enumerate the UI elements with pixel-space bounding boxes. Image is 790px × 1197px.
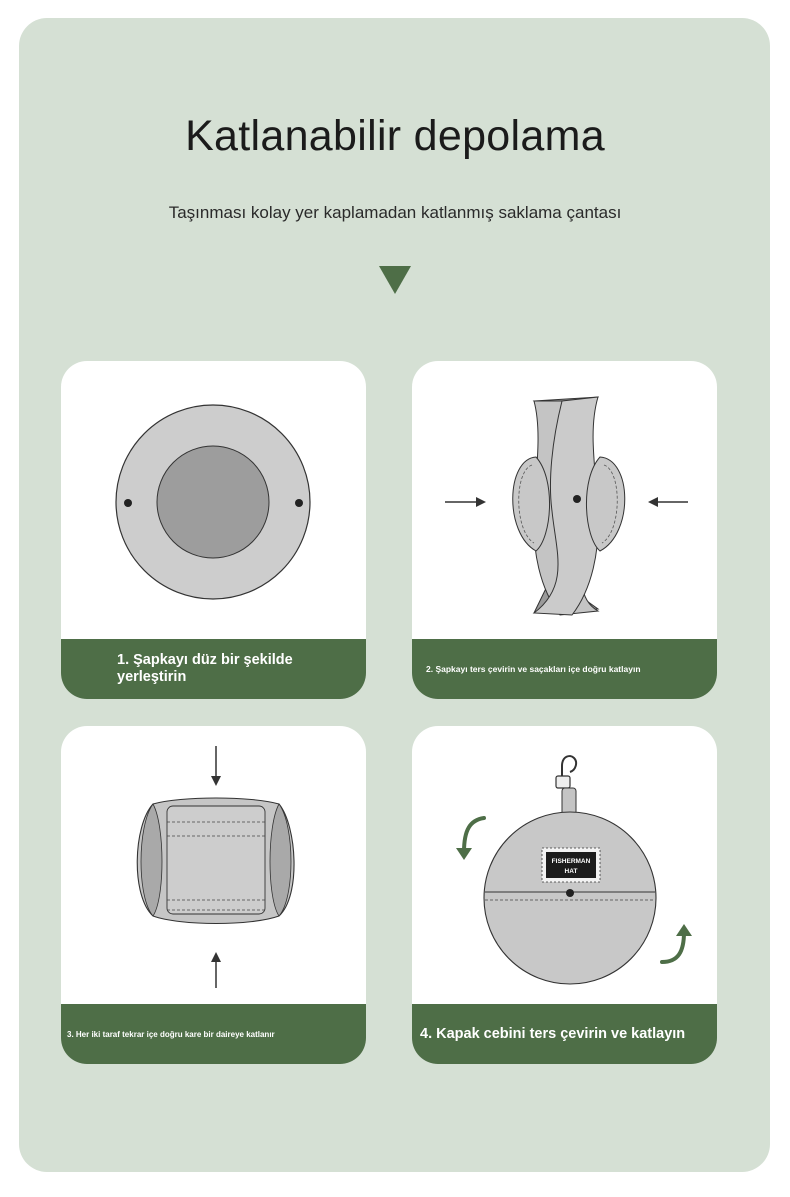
step-caption-4: 4. Kapak cebini ters çevirin ve katlayın [412, 1004, 717, 1064]
label-line-1: FISHERMAN [551, 858, 591, 865]
step-caption-3: 3. Her iki taraf tekrar içe doğru kare bir daireye katlanır [61, 1004, 366, 1064]
step-card-1 [61, 361, 366, 699]
step-caption-1: 1. Şapkayı düz bir şekilde yerleştirin [61, 639, 366, 699]
page-title: Katlanabilir depolama [185, 112, 605, 160]
label-line-2: HAT [564, 868, 578, 875]
page-subtitle: Taşınması kolay yer kaplamadan katlanmış saklama çantası [168, 203, 622, 222]
step-caption-2: 2. Şapkayı ters çevirin ve saçakları içe doğru katlayın [412, 639, 717, 699]
step-card-3 [61, 726, 366, 1064]
folded-brim-illustration [412, 361, 717, 641]
packed-pouch-illustration [412, 726, 717, 1006]
step-card-4 [412, 726, 717, 1064]
step-card-2 [412, 361, 717, 699]
down-arrow-icon [379, 266, 411, 294]
square-fold-illustration [61, 726, 366, 1006]
flat-hat-illustration [61, 361, 366, 641]
